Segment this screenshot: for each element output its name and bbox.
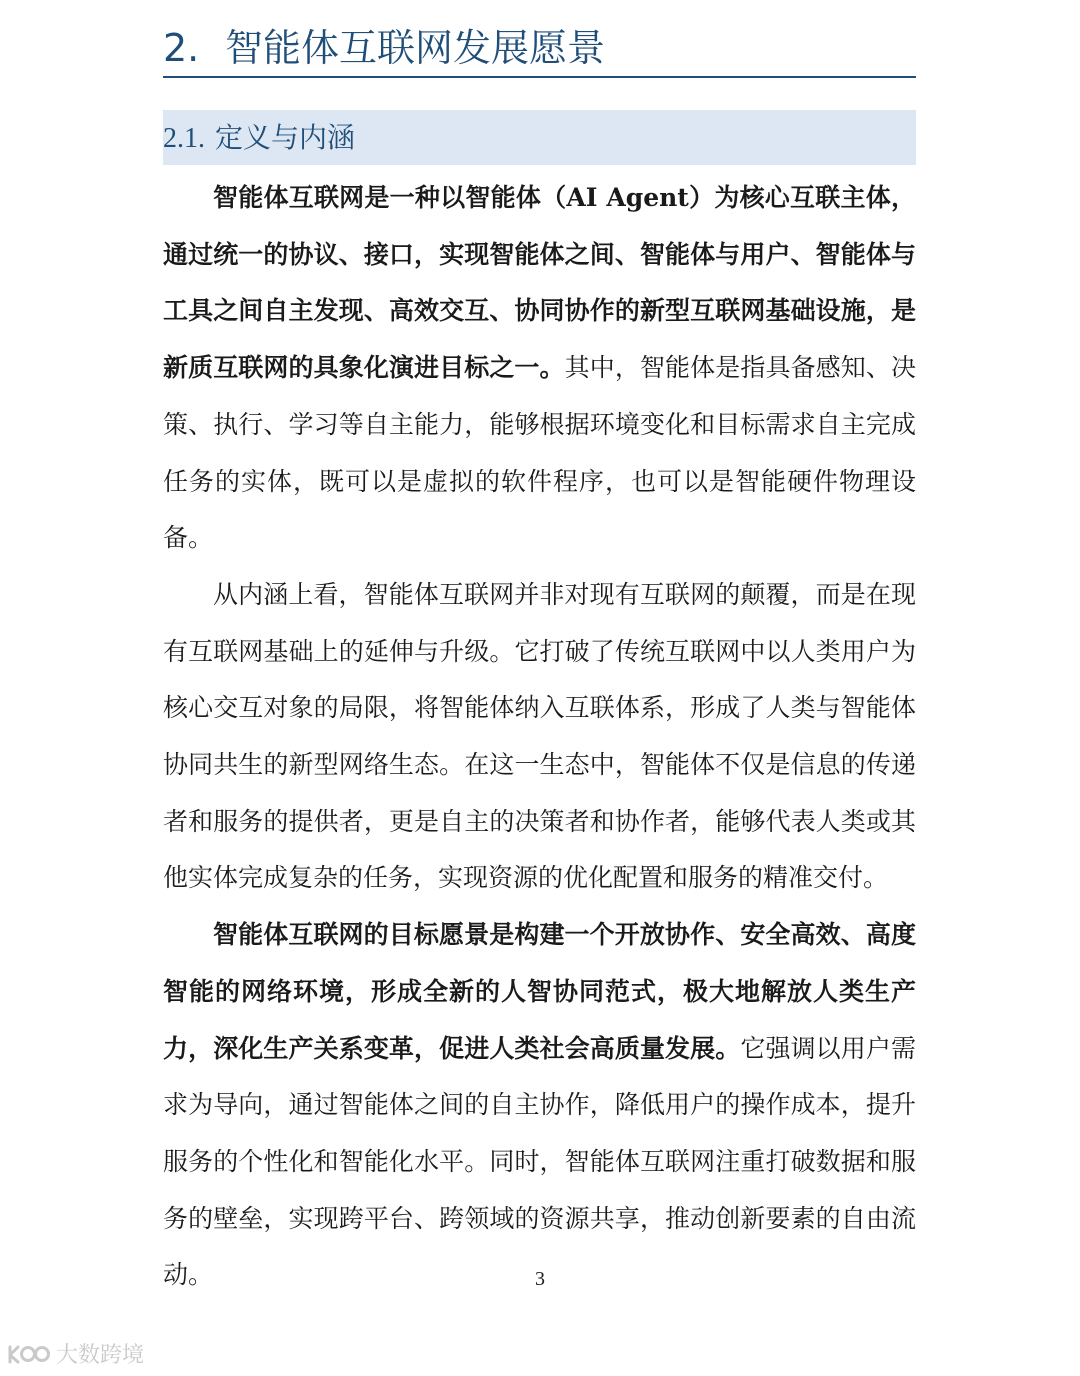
paragraph-1-bold: 智能体互联网是一种以智能体（AI Agent）为核心互联主体，通过统一的协议、接口，实现智能体之间、智能体与用户、智能体与工具之间自主发现、高效交互、协同协作的新型互联网基础设施，是新质互联网的具象化演进目标之一。	[163, 183, 916, 383]
paragraph-3-bold: 智能体互联网的目标愿景是构建一个开放协作、安全高效、高度智能的网络环境，形成全新的人智协同范式，极大地解放人类生产力，深化生产关系变革，促进人类社会高质量发展。	[163, 920, 916, 1063]
paragraph-2	[163, 567, 916, 907]
body-text	[163, 170, 916, 1304]
page-number: 3	[535, 1268, 545, 1290]
watermark	[6, 1338, 144, 1369]
paragraph-2-text: 从内涵上看，智能体互联网并非对现有互联网的颠覆，而是在现有互联网基础上的延伸与升级。它打破了传统互联网中以人类用户为核心交互对象的局限，将智能体纳入互联体系，形成了人类与智能体协同共生的新型网络生态。在这一生态中，智能体不仅是信息的传递者和服务的提供者，更是自主的决策者和协作者，能够代表人类或其他实体完成复杂的任务，实现资源的优化配置和服务的精准交付。	[163, 579, 916, 893]
section-heading	[163, 110, 916, 165]
section-title: 定义与内涵	[215, 121, 356, 154]
paragraph-3-text: 它强调以用户需求为导向，通过智能体之间的自主协作，降低用户的操作成本，提升服务的个性化和智能化水平。同时，智能体互联网注重打破数据和服务的壁垒，实现跨平台、跨领域的资源共享，推动创新要素的自由流动。	[163, 1033, 916, 1290]
chapter-number: 2.	[163, 26, 200, 70]
paragraph-1	[163, 170, 916, 567]
chapter-title: 智能体互联网发展愿景	[225, 26, 606, 70]
logo-icon	[6, 1341, 50, 1367]
paragraph-1-text: 其中，智能体是指具备感知、决策、执行、学习等自主能力，能够根据环境变化和目标需求自主完成任务的实体，既可以是虚拟的软件程序，也可以是智能硬件物理设备。	[163, 353, 916, 553]
section-number: 2.1.	[163, 123, 205, 154]
paragraph-3	[163, 907, 916, 1304]
chapter-heading	[163, 22, 916, 78]
watermark-text: 大数跨境	[56, 1343, 145, 1368]
